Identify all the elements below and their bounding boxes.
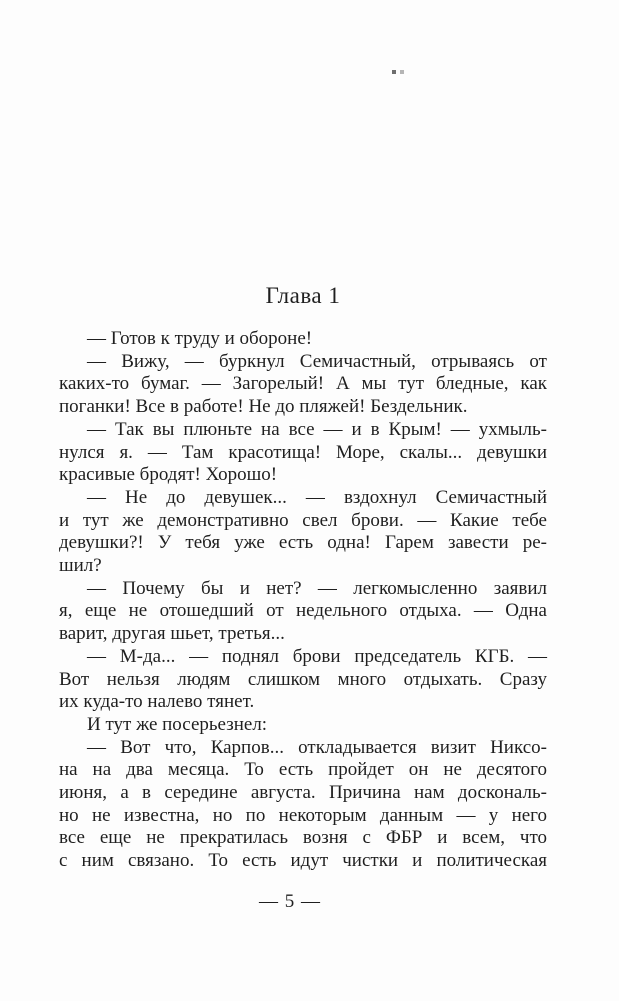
text-line: нулся я. — Там красотища! Море, скалы... девушки (59, 441, 547, 463)
scan-artifact-dot (400, 70, 404, 74)
text-line: — Не до девушек... — вздохнул Семичастный (87, 486, 547, 508)
text-line: красивые бродят! Хорошо! (59, 464, 278, 486)
chapter-heading: Глава 1 (265, 283, 341, 308)
text-line: шил? (59, 555, 102, 577)
text-line: — Так вы плюньте на все — и в Крым! — ухмыль- (87, 418, 547, 440)
text-line: — М-да... — поднял брови председатель КГБ. — (87, 645, 547, 667)
text-line: их куда-то налево тянет. (59, 691, 255, 713)
text-line: я, еще не отошедший от недельного отдыха. — Одна (59, 600, 547, 622)
scan-artifact-dot (392, 70, 396, 74)
text-line: — Почему бы и нет? — легкомысленно заявил (87, 577, 547, 599)
text-line: июня, а в середине августа. Причина нам доскональ- (59, 782, 547, 804)
text-line: поганки! Все в работе! Не до пляжей! Бездельник. (59, 396, 468, 418)
text-line: все еще не прекратилась возня с ФБР и всем, что (59, 827, 547, 849)
page-number: — 5 — (259, 891, 321, 912)
text-line: — Вижу, — буркнул Семичастный, отрываясь от (87, 350, 547, 372)
text-line: каких-то бумаг. — Загорелый! А мы тут бледные, как (59, 373, 547, 395)
text-line: девушки?! У тебя уже есть одна! Гарем завести ре- (59, 532, 547, 554)
text-line: но не известна, но по некоторым данным — у него (59, 804, 547, 826)
text-line: варит, другая шьет, третья... (59, 623, 285, 645)
text-block (59, 328, 547, 873)
text-line: — Готов к труду и обороне! (87, 328, 313, 349)
text-line: — Вот что, Карпов... откладывается визит Никсо- (87, 736, 547, 758)
scan-artifact-dots (391, 69, 407, 75)
text-line: Вот нельзя людям слишком много отдыхать. Сразу (59, 668, 547, 690)
text-line: на на два месяца. То есть пройдет он не десятого (59, 759, 547, 781)
text-line: И тут же посерьезнел: (87, 713, 268, 735)
text-line: с ним связано. То есть идут чистки и политическая (59, 850, 547, 872)
text-line: и тут же демонстративно свел брови. — Какие тебе (59, 509, 547, 531)
